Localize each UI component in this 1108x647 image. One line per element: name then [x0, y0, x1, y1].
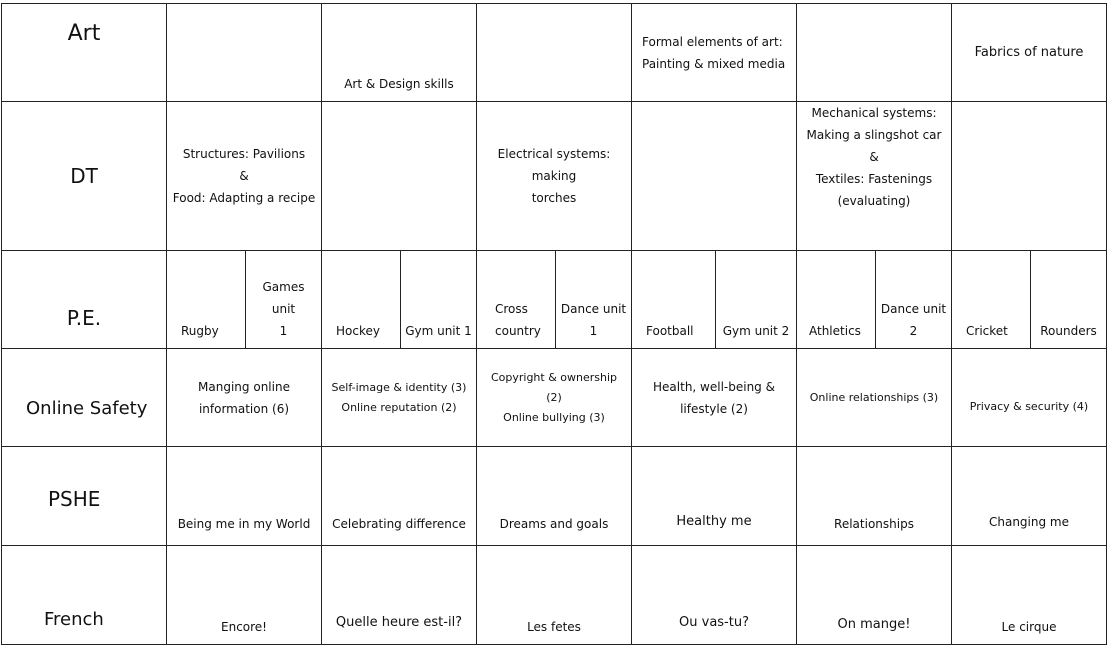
online-cell-6: Privacy & security (4): [951, 348, 1107, 447]
french-cell-2: Quelle heure est-il?: [321, 545, 477, 645]
french-cell-3: Les fetes: [476, 545, 632, 645]
french-cell-5: On mange!: [796, 545, 952, 645]
dt-cell-4: [631, 101, 797, 251]
online-cell-2: Self-image & identity (3) Online reputation (2): [321, 348, 477, 447]
french-cell-4: Ou vas-tu?: [631, 545, 797, 645]
art-cell-6: Fabrics of nature: [951, 3, 1107, 102]
art-cell-2: Art & Design skills: [321, 3, 477, 102]
pshe-cell-2: Celebrating difference: [321, 446, 477, 546]
dt-cell-3: Electrical systems: making torches: [476, 101, 632, 251]
pe-cell-6: Dance unit 1: [555, 250, 632, 349]
pe-cell-12: Rounders: [1030, 250, 1107, 349]
pshe-cell-6: Changing me: [951, 446, 1107, 546]
pshe-cell-1: Being me in my World: [166, 446, 322, 546]
dt-cell-2: [321, 101, 477, 251]
art-cell-4: Formal elements of art: Painting & mixed media: [631, 3, 797, 102]
pe-cell-9: Athletics: [796, 250, 876, 349]
pe-cell-8: Gym unit 2: [715, 250, 797, 349]
online-cell-3: Copyright & ownership (2) Online bullying (3): [476, 348, 632, 447]
pe-cell-2: Games unit 1: [245, 250, 322, 349]
pshe-cell-3: Dreams and goals: [476, 446, 632, 546]
pe-cell-5: Cross country: [476, 250, 556, 349]
online-cell-5: Online relationships (3): [796, 348, 952, 447]
art-cell-5: [796, 3, 952, 102]
french-cell-6: Le cirque: [951, 545, 1107, 645]
row-header-dt: DT: [1, 101, 167, 251]
pshe-cell-5: Relationships: [796, 446, 952, 546]
row-header-art: Art: [1, 3, 167, 102]
row-header-pshe: PSHE: [1, 446, 167, 546]
dt-cell-1: Structures: Pavilions & Food: Adapting a recipe: [166, 101, 322, 251]
art-cell-3: [476, 3, 632, 102]
pe-cell-4: Gym unit 1: [400, 250, 477, 349]
dt-cell-5: Mechanical systems: Making a slingshot car & Textiles: Fastenings (evaluating): [796, 101, 952, 251]
pe-cell-10: Dance unit 2: [875, 250, 952, 349]
art-cell-1: [166, 3, 322, 102]
online-cell-4: Health, well-being & lifestyle (2): [631, 348, 797, 447]
row-header-pe: P.E.: [1, 250, 167, 349]
dt-cell-6: [951, 101, 1107, 251]
pe-cell-7: Football: [631, 250, 716, 349]
pe-cell-3: Hockey: [321, 250, 401, 349]
row-header-online-safety: Online Safety: [1, 348, 167, 447]
pshe-cell-4: Healthy me: [631, 446, 797, 546]
pe-cell-11: Cricket: [951, 250, 1031, 349]
pe-cell-1: Rugby: [166, 250, 246, 349]
online-cell-1: Manging online information (6): [166, 348, 322, 447]
french-cell-1: Encore!: [166, 545, 322, 645]
row-header-french: French: [1, 545, 167, 645]
